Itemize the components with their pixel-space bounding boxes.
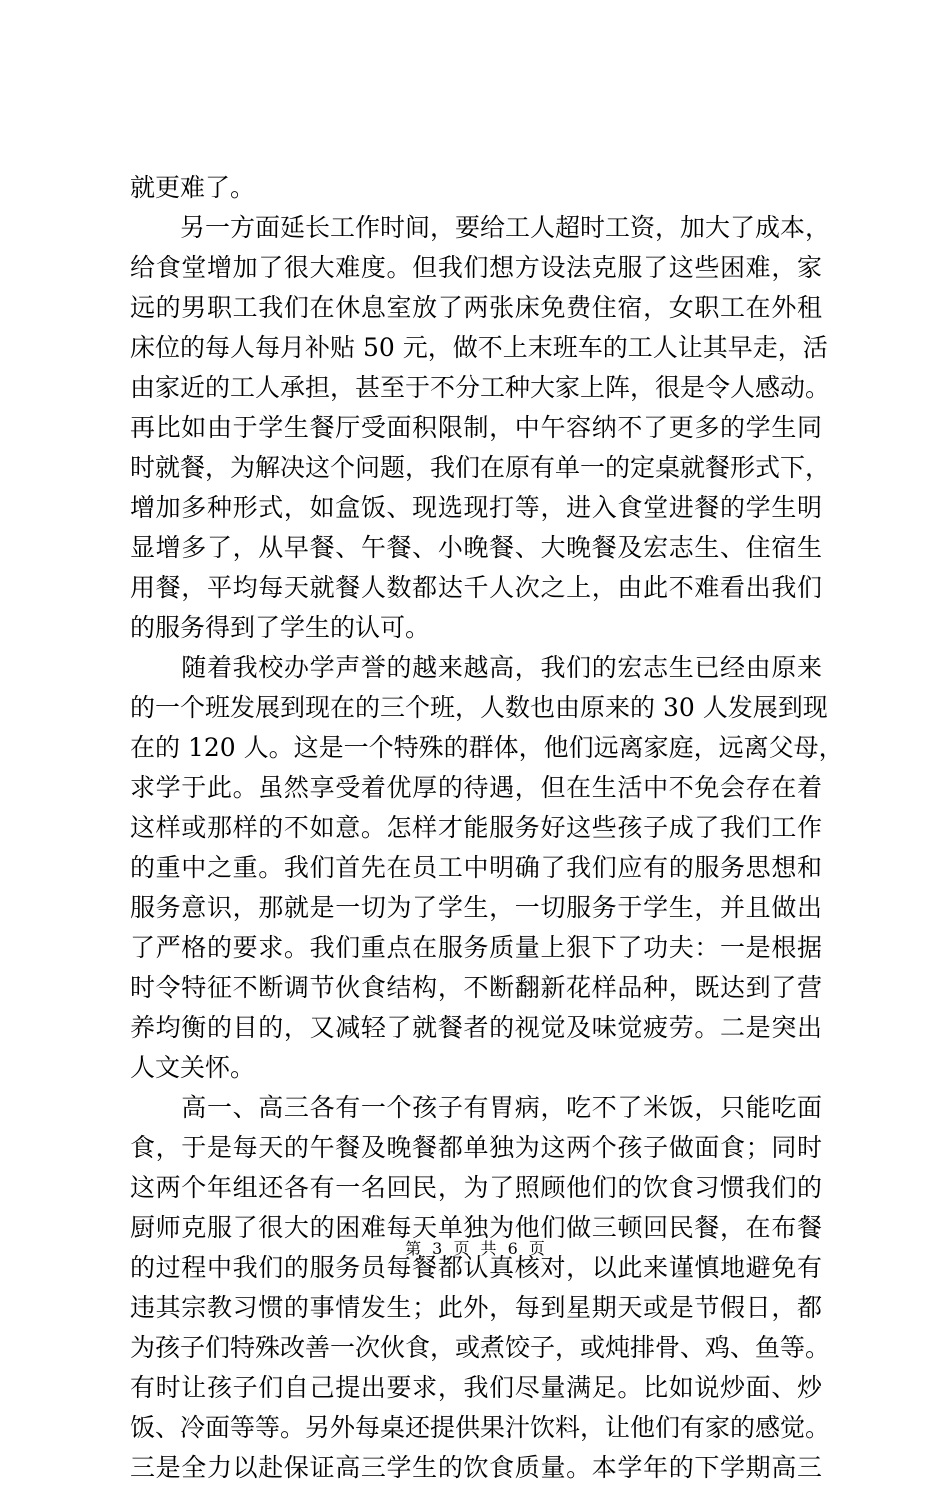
text-line: 随着我校办学声誉的越来越高，我们的宏志生已经由原来 [130,653,822,682]
text-line: 违其宗教习惯的事情发生；此外，每到星期天或是节假日，都 [130,1293,822,1322]
text-line: 床位的每人每月补贴 50 元，做不上末班车的工人让其早走，活 [130,333,828,362]
text-line: 给食堂增加了很大难度。但我们想方设法克服了这些困难，家 [130,253,822,282]
text-line: 的重中之重。我们首先在员工中明确了我们应有的服务思想和 [130,853,822,882]
text-line: 人文关怀。 [130,1053,256,1082]
text-line: 在的 120 人。这是一个特殊的群体，他们远离家庭，远离父母， [130,733,844,762]
text-line: 食，于是每天的午餐及晚餐都单独为这两个孩子做面食；同时 [130,1133,822,1162]
text-line: 显增多了，从早餐、午餐、小晚餐、大晚餐及宏志生、住宿生 [130,533,822,562]
text-line: 远的男职工我们在休息室放了两张床免费住宿，女职工在外租 [130,293,822,322]
text-line: 有时让孩子们自己提出要求，我们尽量满足。比如说炒面、炒 [130,1373,822,1402]
text-line: 养均衡的目的，又减轻了就餐者的视觉及味觉疲劳。二是突出 [130,1013,822,1042]
text-line: 求学于此。虽然享受着优厚的待遇，但在生活中不免会存在着 [130,773,822,802]
text-line: 厨师克服了很大的困难每天单独为他们做三顿回民餐，在布餐 [130,1213,822,1242]
page-number-label: 第 3 页 共 6 页 [405,1239,545,1258]
text-line: 了严格的要求。我们重点在服务质量上狠下了功夫：一是根据 [130,933,822,962]
text-line: 另一方面延长工作时间，要给工人超时工资，加大了成本， [130,213,831,242]
text-line: 时就餐，为解决这个问题，我们在原有单一的定桌就餐形式下， [130,453,831,482]
text-line: 再比如由于学生餐厅受面积限制，中午容纳不了更多的学生同 [130,413,822,442]
text-line: 的服务得到了学生的认可。 [130,613,431,642]
text-line: 增加多种形式，如盒饭、现选现打等，进入食堂进餐的学生明 [130,493,822,522]
text-line: 由家近的工人承担，甚至于不分工种大家上阵，很是令人感动。 [130,373,831,402]
text-line: 用餐，平均每天就餐人数都达千人次之上，由此不难看出我们 [130,573,822,602]
text-line: 高一、高三各有一个孩子有胃病，吃不了米饭，只能吃面 [130,1093,822,1122]
text-line: 这两个年组还各有一名回民，为了照顾他们的饮食习惯我们的 [130,1173,822,1202]
page-footer [0,1238,950,1260]
text-line: 为孩子们特殊改善一次伙食，或煮饺子，或炖排骨、鸡、鱼等。 [130,1333,831,1362]
text-line: 的过程中我们的服务员每餐都认真核对，以此来谨慎地避免有 [130,1253,822,1282]
text-line: 就更难了。 [130,173,256,202]
text-line: 三是全力以赴保证高三学生的饮食质量。本学年的下学期高三 [130,1453,822,1482]
text-line: 的一个班发展到现在的三个班，人数也由原来的 30 人发展到现 [130,693,828,722]
document-body [130,168,844,1488]
text-line: 饭、冷面等等。另外每桌还提供果汁饮料，让他们有家的感觉。 [130,1413,831,1442]
text-line: 这样或那样的不如意。怎样才能服务好这些孩子成了我们工作 [130,813,822,842]
text-line: 服务意识，那就是一切为了学生，一切服务于学生，并且做出 [130,893,822,922]
text-line: 时令特征不断调节伙食结构，不断翻新花样品种，既达到了营 [130,973,822,1002]
